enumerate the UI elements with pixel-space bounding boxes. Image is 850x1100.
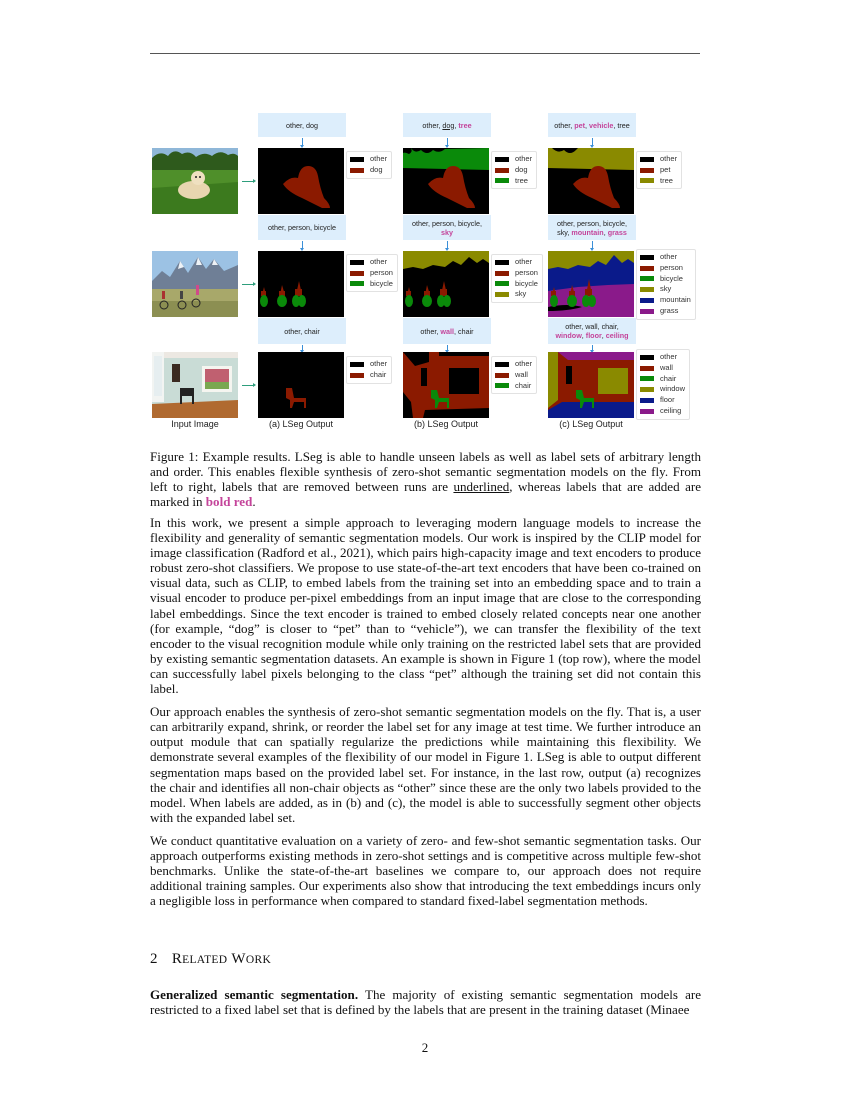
right-arrow-icon [242, 284, 254, 285]
legend-item [640, 306, 691, 317]
legend-label: other [515, 359, 533, 368]
legend-swatch [350, 373, 364, 378]
legend-swatch [350, 260, 364, 265]
legend-item [640, 284, 691, 295]
column-caption-input: Input Image [171, 419, 219, 429]
legend-label: other [515, 257, 533, 266]
legend-swatch [350, 271, 364, 276]
seg-output-r2-b [403, 251, 489, 317]
legend-r2-c [636, 249, 696, 320]
legend-label: mountain [660, 295, 691, 305]
label-set-text [286, 121, 318, 130]
legend-item [640, 295, 691, 306]
section-title-part: ORK [245, 954, 272, 966]
legend-swatch [495, 292, 509, 297]
seg-output-r3-b [403, 352, 489, 418]
legend-swatch [640, 309, 654, 314]
legend-label: tree [660, 175, 673, 185]
legend-label: sky [660, 284, 672, 294]
legend-swatch [640, 266, 654, 271]
label-text: other, person, bicycle, [412, 218, 482, 228]
down-arrow-icon [302, 345, 303, 351]
column-caption-b: (b) LSeg Output [413, 419, 479, 429]
legend-label: person [370, 267, 393, 277]
label-set-text [554, 121, 630, 130]
legend-item [350, 359, 387, 370]
legend-label: tree [515, 175, 528, 185]
legend-item [495, 154, 532, 165]
label-set-text [420, 327, 473, 336]
label-text: , [601, 331, 606, 340]
legend-item [350, 257, 393, 268]
figure-caption [150, 449, 701, 517]
label-box-r3-b [403, 318, 491, 344]
legend-label: dog [515, 164, 528, 174]
legend-swatch [640, 398, 654, 403]
legend-r3-c [636, 349, 690, 420]
body-text [150, 515, 701, 916]
seg-output-r1-a [258, 148, 344, 214]
label-set-text [412, 219, 482, 237]
figure-1 [0, 0, 850, 440]
legend-swatch [640, 168, 654, 173]
legend-item [350, 370, 387, 381]
label-text: , [454, 120, 459, 130]
legend-item [640, 363, 685, 374]
seg-output-r3-c [548, 352, 634, 418]
legend-item [640, 176, 677, 187]
caption-bold-red: bold red [205, 494, 253, 510]
label-text: , [581, 331, 586, 340]
legend-item [640, 154, 677, 165]
down-arrow-icon [447, 241, 448, 249]
legend-r1-a [346, 151, 392, 179]
legend-swatch [640, 157, 654, 162]
seg-output-r2-c [548, 251, 634, 317]
legend-item [640, 352, 685, 363]
legend-swatch [640, 255, 654, 260]
legend-swatch [640, 387, 654, 392]
legend-label: bicycle [660, 273, 683, 283]
page-number: 2 [421, 1040, 429, 1055]
legend-swatch [640, 355, 654, 360]
legend-label: other [515, 154, 533, 163]
label-text: , chair [454, 326, 474, 336]
seg-output-r1-b [403, 148, 489, 214]
legend-item [495, 165, 532, 176]
section-heading [150, 951, 271, 968]
legend-item [495, 176, 532, 187]
legend-label: other [660, 352, 678, 361]
legend-label: chair [660, 373, 677, 383]
right-arrow-icon [242, 385, 254, 386]
legend-item [640, 384, 685, 395]
legend-item [350, 268, 393, 279]
added-label: wall [440, 326, 454, 336]
legend-item [640, 165, 677, 176]
right-arrow-icon [242, 181, 254, 182]
legend-label: window [660, 384, 686, 394]
down-arrow-icon [592, 138, 593, 146]
legend-swatch [640, 287, 654, 292]
down-arrow-icon [302, 241, 303, 249]
label-text: other, [554, 120, 575, 130]
legend-r2-b [491, 254, 543, 303]
legend-label: other [660, 154, 678, 163]
label-text: other, wall, chair, [565, 322, 619, 331]
added-label: window [555, 331, 582, 340]
legend-item [495, 370, 532, 381]
legend-swatch [640, 276, 654, 281]
caption-underlined: underlined [453, 479, 510, 495]
legend-label: chair [370, 369, 387, 379]
added-label: grass [607, 227, 627, 237]
legend-swatch [350, 157, 364, 162]
input-image-room [152, 352, 238, 418]
related-work-paragraph [150, 987, 701, 1025]
added-label: mountain [571, 227, 604, 237]
legend-item [495, 359, 532, 370]
seg-output-r2-a [258, 251, 344, 317]
legend-label: other [370, 257, 388, 266]
legend-label: wall [515, 369, 528, 379]
removed-label: dog [442, 120, 455, 130]
added-label: tree [458, 120, 472, 130]
label-box-r2-b [403, 215, 491, 240]
legend-item [495, 381, 532, 392]
legend-item [495, 279, 538, 290]
down-arrow-icon [302, 138, 303, 146]
legend-swatch [495, 271, 509, 276]
legend-swatch [495, 168, 509, 173]
column-caption-a: (a) LSeg Output [268, 419, 334, 429]
legend-r3-b [491, 356, 537, 394]
label-set-text [268, 223, 336, 232]
added-label: ceiling [605, 331, 629, 340]
legend-item [640, 263, 691, 274]
caption-middle: , whereas labels that are added are marked in [150, 479, 702, 510]
legend-swatch [495, 383, 509, 388]
label-text: other, [422, 120, 443, 130]
added-label: sky [440, 227, 453, 237]
legend-label: bicycle [515, 278, 538, 288]
input-image-dog [152, 148, 238, 214]
legend-item [640, 374, 685, 385]
legend-r3-a [346, 356, 392, 384]
down-arrow-icon [447, 138, 448, 146]
label-text: other, chair [284, 326, 320, 336]
label-box-r2-c [548, 215, 636, 240]
legend-label: floor [660, 395, 675, 405]
seg-output-r3-a [258, 352, 344, 418]
legend-swatch [495, 178, 509, 183]
added-label: pet [574, 120, 585, 130]
legend-swatch [640, 178, 654, 183]
section-title-part: W [231, 951, 246, 967]
legend-swatch [350, 281, 364, 286]
column-caption-c: (c) LSeg Output [559, 419, 623, 429]
section-title-part: R [171, 951, 183, 967]
legend-item [640, 252, 691, 263]
legend-item [640, 274, 691, 285]
label-text: other, person, bicycle [268, 223, 336, 232]
caption-lead: Figure 1: Example results. LSeg is able to handle unseen labels as well as label sets of arbitrary length and order. This enables flexible synthesis of zero-shot semantic segmentation models on the fly. From left to right, labels that are removed between runs are [150, 449, 701, 495]
legend-item [350, 279, 393, 290]
legend-label: other [660, 252, 678, 261]
legend-item [350, 154, 387, 165]
down-arrow-icon [447, 345, 448, 351]
legend-swatch [640, 409, 654, 414]
legend-swatch [350, 362, 364, 367]
seg-output-r1-c [548, 148, 634, 214]
legend-label: bicycle [370, 278, 393, 288]
paragraph-1: In this work, we present a simple approach to leveraging modern language models to increase the flexibility and generality of semantic segmentation models. Our work is inspired by the CLIP model for image classification (Radford et al., 2021), which pairs high-capacity image and text encoders to produce robust zero-shot classifiers. We propose to use state-of-the-art text encoders that have been co-trained on visual data, such as CLIP, to embed labels from the training set into an embedding space and to train a visual encoder to produce per-pixel embeddings from an input image that are close to the corresponding label embeddings. Since the text encoder is trained to embed closely related concepts near one another (for example, “dog” is closer to “pet” than to “vehicle”), we can transfer the flexibility of the text encoder to the visual recognition module while only training on the restricted label sets that are provided by existing semantic segmentation datasets. An example is shown in Figure 1 (top row), where the model can successfully label pixels belonging to the class “pet” although the training set did not contain this label. [150, 515, 701, 697]
label-text: other, dog [286, 120, 318, 130]
label-box-r3-a [258, 318, 346, 344]
legend-item [495, 257, 538, 268]
label-box-r1-c [548, 113, 636, 137]
label-box-r3-c [548, 318, 636, 344]
label-set-text [555, 322, 628, 340]
label-text: other, person, bicycle, [557, 218, 627, 228]
legend-label: person [660, 262, 683, 272]
legend-item [495, 289, 538, 300]
paragraph-lead-bold: Generalized semantic segmentation. [150, 987, 359, 1002]
legend-item [350, 165, 387, 176]
legend-r2-a [346, 254, 398, 292]
legend-swatch [495, 260, 509, 265]
caption-end: . [252, 494, 256, 510]
legend-label: other [370, 359, 388, 368]
legend-label: grass [660, 305, 679, 315]
legend-label: chair [515, 380, 532, 390]
paragraph-3: We conduct quantitative evaluation on a variety of zero- and few-shot semantic segmentation tasks. Our approach outperforms existing methods in zero-shot settings and is competitive across multiple few-shot benchmarks. Unlike the state-of-the-art baselines we compare to, our approach does not require additional training samples. Our experiments also show that introducing the text embeddings incurs only a negligible loss in performance when compared to standard fixed-label segmentation methods. [150, 832, 701, 909]
label-set-text [557, 219, 627, 237]
section-title-part: ELATED [182, 954, 228, 966]
legend-label: sky [515, 289, 527, 299]
label-text: sky, [557, 227, 572, 237]
legend-item [495, 268, 538, 279]
down-arrow-icon [592, 241, 593, 249]
label-box-r1-b [403, 113, 491, 137]
label-text: , [585, 120, 589, 130]
section-number: 2 [150, 951, 158, 967]
down-arrow-icon [592, 345, 593, 351]
label-box-r2-a [258, 215, 346, 240]
label-set-text [284, 327, 320, 336]
legend-label: pet [660, 164, 671, 174]
legend-label: wall [660, 362, 673, 372]
legend-r1-b [491, 151, 537, 189]
label-text: other, [420, 326, 441, 336]
added-label: vehicle [589, 120, 614, 130]
legend-swatch [495, 157, 509, 162]
legend-swatch [640, 298, 654, 303]
legend-swatch [495, 281, 509, 286]
legend-label: dog [370, 164, 383, 174]
legend-item [640, 406, 685, 417]
legend-label: other [370, 154, 388, 163]
legend-label: ceiling [660, 405, 682, 415]
legend-swatch [640, 366, 654, 371]
legend-swatch [495, 362, 509, 367]
label-text: , [603, 227, 608, 237]
input-image-cyclists [152, 251, 238, 317]
paragraph-2: Our approach enables the synthesis of zero-shot semantic segmentation models on the fly. That is, a user can arbitrarily expand, shrink, or reorder the label set for any image at test time. We further introduce an output module that can spatially regularize the predictions while maintaining this flexibility. We demonstrate several examples of the flexibility of our model in Figure 1. LSeg is able to output different segmentation maps based on the provided label set. For instance, in the last row, output (a) recognizes the chair and identifies all non-chair objects as “other” since these are the only two labels provided to the model. When labels are added, as in (b) and (c), the model is able to successfully segment other objects with the expanded label set. [150, 704, 701, 825]
legend-swatch [495, 373, 509, 378]
label-box-r1-a [258, 113, 346, 137]
legend-swatch [350, 168, 364, 173]
added-label: floor [585, 331, 602, 340]
label-text: , tree [613, 120, 630, 130]
legend-swatch [640, 376, 654, 381]
legend-item [640, 395, 685, 406]
legend-label: person [515, 267, 538, 277]
label-set-text [422, 121, 471, 130]
paragraph-body: The majority of existing semantic segmentation models are restricted to a fixed label set that is defined by the labels that are present in the training dataset (Minaee [150, 987, 701, 1018]
legend-r1-c [636, 151, 682, 189]
